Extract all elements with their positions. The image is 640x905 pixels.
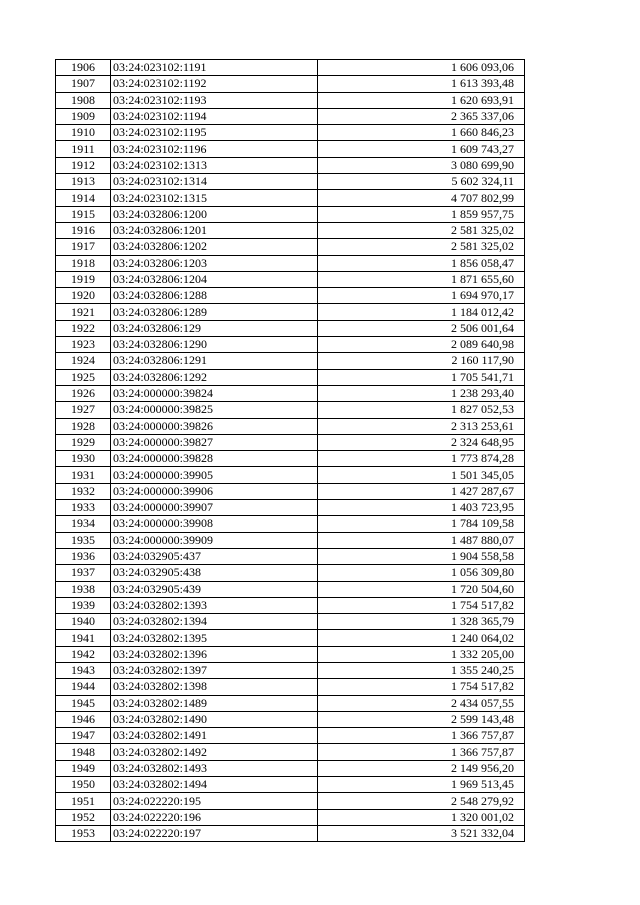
table-row xyxy=(56,825,525,841)
cadastral-number-cell: 03:24:032802:1491 xyxy=(111,728,318,744)
cadastral-value-cell: 4 707 802,99 xyxy=(318,190,525,206)
table-row xyxy=(56,760,525,776)
cadastral-value-cell: 2 160 117,90 xyxy=(318,353,525,369)
cadastral-value-cell: 2 581 325,02 xyxy=(318,239,525,255)
table-row xyxy=(56,532,525,548)
cadastral-value-cell: 1 609 743,27 xyxy=(318,141,525,157)
table-row xyxy=(56,467,525,483)
cadastral-value-cell: 2 581 325,02 xyxy=(318,222,525,238)
table-row xyxy=(56,320,525,336)
table-row xyxy=(56,353,525,369)
cadastral-number-cell: 03:24:032806:1200 xyxy=(111,206,318,222)
cadastral-number-cell: 03:24:023102:1195 xyxy=(111,125,318,141)
row-number-cell: 1918 xyxy=(56,255,111,271)
cadastral-value-cell: 1 238 293,40 xyxy=(318,385,525,401)
row-number-cell: 1911 xyxy=(56,141,111,157)
cadastral-value-cell: 1 320 001,02 xyxy=(318,809,525,825)
cadastral-number-cell: 03:24:032905:437 xyxy=(111,548,318,564)
row-number-cell: 1908 xyxy=(56,92,111,108)
cadastral-value-cell: 1 184 012,42 xyxy=(318,304,525,320)
cadastral-value-cell: 1 859 957,75 xyxy=(318,206,525,222)
row-number-cell: 1932 xyxy=(56,483,111,499)
cadastral-number-cell: 03:24:023102:1314 xyxy=(111,174,318,190)
cadastral-value-cell: 1 501 345,05 xyxy=(318,467,525,483)
cadastral-number-cell: 03:24:000000:39826 xyxy=(111,418,318,434)
cadastral-value-cell: 2 149 956,20 xyxy=(318,760,525,776)
cadastral-value-cell: 1 754 517,82 xyxy=(318,679,525,695)
table-row xyxy=(56,222,525,238)
cadastral-value-cell: 1 856 058,47 xyxy=(318,255,525,271)
table-row xyxy=(56,516,525,532)
cadastral-number-cell: 03:24:000000:39827 xyxy=(111,434,318,450)
cadastral-value-cell: 1 056 309,80 xyxy=(318,565,525,581)
row-number-cell: 1948 xyxy=(56,744,111,760)
table-row xyxy=(56,255,525,271)
table-row xyxy=(56,125,525,141)
cadastral-number-cell: 03:24:032802:1397 xyxy=(111,662,318,678)
table-row xyxy=(56,500,525,516)
cadastral-value-cell: 2 548 279,92 xyxy=(318,793,525,809)
row-number-cell: 1938 xyxy=(56,581,111,597)
cadastral-value-cell: 1 904 558,58 xyxy=(318,548,525,564)
row-number-cell: 1914 xyxy=(56,190,111,206)
row-number-cell: 1953 xyxy=(56,825,111,841)
cadastral-value-cell: 2 506 001,64 xyxy=(318,320,525,336)
cadastral-number-cell: 03:24:000000:39907 xyxy=(111,500,318,516)
table-row xyxy=(56,695,525,711)
cadastral-value-cell: 1 487 880,07 xyxy=(318,532,525,548)
cadastral-number-cell: 03:24:023102:1193 xyxy=(111,92,318,108)
cadastral-value-table xyxy=(55,59,525,842)
cadastral-value-cell: 1 773 874,28 xyxy=(318,451,525,467)
table-row xyxy=(56,76,525,92)
cadastral-number-cell: 03:24:000000:39908 xyxy=(111,516,318,532)
row-number-cell: 1922 xyxy=(56,320,111,336)
cadastral-value-cell: 1 240 064,02 xyxy=(318,630,525,646)
row-number-cell: 1919 xyxy=(56,271,111,287)
row-number-cell: 1913 xyxy=(56,174,111,190)
cadastral-number-cell: 03:24:032905:438 xyxy=(111,565,318,581)
cadastral-value-cell: 1 606 093,06 xyxy=(318,60,525,76)
row-number-cell: 1944 xyxy=(56,679,111,695)
table-row xyxy=(56,190,525,206)
cadastral-value-cell: 1 784 109,58 xyxy=(318,516,525,532)
cadastral-number-cell: 03:24:022220:196 xyxy=(111,809,318,825)
row-number-cell: 1952 xyxy=(56,809,111,825)
table-row xyxy=(56,793,525,809)
row-number-cell: 1920 xyxy=(56,288,111,304)
cadastral-number-cell: 03:24:000000:39825 xyxy=(111,402,318,418)
cadastral-value-cell: 1 613 393,48 xyxy=(318,76,525,92)
table-row xyxy=(56,418,525,434)
cadastral-value-cell: 2 089 640,98 xyxy=(318,337,525,353)
table-row xyxy=(56,809,525,825)
row-number-cell: 1942 xyxy=(56,646,111,662)
table-row xyxy=(56,60,525,76)
cadastral-value-cell: 1 355 240,25 xyxy=(318,662,525,678)
table-row xyxy=(56,206,525,222)
table-body xyxy=(56,60,525,842)
cadastral-number-cell: 03:24:023102:1196 xyxy=(111,141,318,157)
cadastral-number-cell: 03:24:032806:1202 xyxy=(111,239,318,255)
table-row xyxy=(56,662,525,678)
table-row xyxy=(56,239,525,255)
cadastral-number-cell: 03:24:032806:1204 xyxy=(111,271,318,287)
cadastral-number-cell: 03:24:032802:1398 xyxy=(111,679,318,695)
cadastral-value-cell: 1 694 970,17 xyxy=(318,288,525,304)
row-number-cell: 1936 xyxy=(56,548,111,564)
table-row xyxy=(56,711,525,727)
cadastral-value-cell: 1 705 541,71 xyxy=(318,369,525,385)
cadastral-value-cell: 1 827 052,53 xyxy=(318,402,525,418)
row-number-cell: 1945 xyxy=(56,695,111,711)
table-row xyxy=(56,744,525,760)
row-number-cell: 1924 xyxy=(56,353,111,369)
table-row xyxy=(56,646,525,662)
cadastral-value-cell: 1 366 757,87 xyxy=(318,744,525,760)
row-number-cell: 1929 xyxy=(56,434,111,450)
row-number-cell: 1946 xyxy=(56,711,111,727)
cadastral-number-cell: 03:24:000000:39909 xyxy=(111,532,318,548)
table-row xyxy=(56,777,525,793)
cadastral-value-cell: 3 521 332,04 xyxy=(318,825,525,841)
row-number-cell: 1950 xyxy=(56,777,111,793)
table-row xyxy=(56,597,525,613)
cadastral-number-cell: 03:24:032802:1393 xyxy=(111,597,318,613)
row-number-cell: 1921 xyxy=(56,304,111,320)
row-number-cell: 1937 xyxy=(56,565,111,581)
cadastral-number-cell: 03:24:023102:1315 xyxy=(111,190,318,206)
cadastral-number-cell: 03:24:000000:39906 xyxy=(111,483,318,499)
cadastral-number-cell: 03:24:032806:1289 xyxy=(111,304,318,320)
row-number-cell: 1949 xyxy=(56,760,111,776)
table-row xyxy=(56,581,525,597)
cadastral-value-cell: 2 599 143,48 xyxy=(318,711,525,727)
row-number-cell: 1926 xyxy=(56,385,111,401)
table-row xyxy=(56,271,525,287)
row-number-cell: 1906 xyxy=(56,60,111,76)
row-number-cell: 1909 xyxy=(56,108,111,124)
table-row xyxy=(56,92,525,108)
cadastral-number-cell: 03:24:032905:439 xyxy=(111,581,318,597)
table-row xyxy=(56,337,525,353)
row-number-cell: 1925 xyxy=(56,369,111,385)
table-row xyxy=(56,402,525,418)
row-number-cell: 1907 xyxy=(56,76,111,92)
table-row xyxy=(56,483,525,499)
row-number-cell: 1923 xyxy=(56,337,111,353)
cadastral-number-cell: 03:24:032806:129 xyxy=(111,320,318,336)
table-row xyxy=(56,369,525,385)
cadastral-number-cell: 03:24:023102:1191 xyxy=(111,60,318,76)
row-number-cell: 1917 xyxy=(56,239,111,255)
cadastral-value-cell: 1 969 513,45 xyxy=(318,777,525,793)
row-number-cell: 1910 xyxy=(56,125,111,141)
table-row xyxy=(56,108,525,124)
cadastral-number-cell: 03:24:032802:1493 xyxy=(111,760,318,776)
cadastral-number-cell: 03:24:022220:195 xyxy=(111,793,318,809)
table-row xyxy=(56,174,525,190)
table-row xyxy=(56,157,525,173)
cadastral-value-cell: 3 080 699,90 xyxy=(318,157,525,173)
cadastral-number-cell: 03:24:032806:1292 xyxy=(111,369,318,385)
cadastral-number-cell: 03:24:023102:1192 xyxy=(111,76,318,92)
table-row xyxy=(56,565,525,581)
table-row xyxy=(56,385,525,401)
table-row xyxy=(56,434,525,450)
row-number-cell: 1943 xyxy=(56,662,111,678)
cadastral-value-cell: 1 427 287,67 xyxy=(318,483,525,499)
cadastral-value-cell: 2 313 253,61 xyxy=(318,418,525,434)
row-number-cell: 1951 xyxy=(56,793,111,809)
table-row xyxy=(56,679,525,695)
cadastral-value-cell: 2 365 337,06 xyxy=(318,108,525,124)
cadastral-value-cell: 5 602 324,11 xyxy=(318,174,525,190)
row-number-cell: 1912 xyxy=(56,157,111,173)
row-number-cell: 1939 xyxy=(56,597,111,613)
cadastral-number-cell: 03:24:000000:39905 xyxy=(111,467,318,483)
cadastral-number-cell: 03:24:032802:1489 xyxy=(111,695,318,711)
cadastral-value-cell: 1 620 693,91 xyxy=(318,92,525,108)
cadastral-value-cell: 2 324 648,95 xyxy=(318,434,525,450)
cadastral-number-cell: 03:24:032802:1395 xyxy=(111,630,318,646)
cadastral-number-cell: 03:24:032802:1494 xyxy=(111,777,318,793)
row-number-cell: 1916 xyxy=(56,222,111,238)
table-row xyxy=(56,630,525,646)
cadastral-value-cell: 1 754 517,82 xyxy=(318,597,525,613)
cadastral-number-cell: 03:24:032806:1291 xyxy=(111,353,318,369)
cadastral-value-cell: 1 366 757,87 xyxy=(318,728,525,744)
row-number-cell: 1915 xyxy=(56,206,111,222)
row-number-cell: 1935 xyxy=(56,532,111,548)
cadastral-number-cell: 03:24:032806:1203 xyxy=(111,255,318,271)
cadastral-value-cell: 1 660 846,23 xyxy=(318,125,525,141)
cadastral-number-cell: 03:24:023102:1194 xyxy=(111,108,318,124)
cadastral-value-cell: 1 720 504,60 xyxy=(318,581,525,597)
table-row xyxy=(56,728,525,744)
row-number-cell: 1927 xyxy=(56,402,111,418)
table-row xyxy=(56,451,525,467)
row-number-cell: 1930 xyxy=(56,451,111,467)
cadastral-number-cell: 03:24:032802:1396 xyxy=(111,646,318,662)
table-row xyxy=(56,288,525,304)
cadastral-number-cell: 03:24:032806:1288 xyxy=(111,288,318,304)
row-number-cell: 1940 xyxy=(56,614,111,630)
cadastral-number-cell: 03:24:032806:1201 xyxy=(111,222,318,238)
row-number-cell: 1931 xyxy=(56,467,111,483)
table-row xyxy=(56,548,525,564)
cadastral-number-cell: 03:24:032802:1490 xyxy=(111,711,318,727)
row-number-cell: 1947 xyxy=(56,728,111,744)
table-row xyxy=(56,141,525,157)
cadastral-number-cell: 03:24:022220:197 xyxy=(111,825,318,841)
cadastral-value-cell: 1 328 365,79 xyxy=(318,614,525,630)
cadastral-value-cell: 1 871 655,60 xyxy=(318,271,525,287)
cadastral-value-cell: 1 332 205,00 xyxy=(318,646,525,662)
row-number-cell: 1933 xyxy=(56,500,111,516)
cadastral-value-cell: 1 403 723,95 xyxy=(318,500,525,516)
table-row xyxy=(56,304,525,320)
cadastral-number-cell: 03:24:032802:1394 xyxy=(111,614,318,630)
cadastral-number-cell: 03:24:032802:1492 xyxy=(111,744,318,760)
row-number-cell: 1941 xyxy=(56,630,111,646)
cadastral-value-cell: 2 434 057,55 xyxy=(318,695,525,711)
row-number-cell: 1928 xyxy=(56,418,111,434)
cadastral-number-cell: 03:24:023102:1313 xyxy=(111,157,318,173)
table-row xyxy=(56,614,525,630)
cadastral-number-cell: 03:24:032806:1290 xyxy=(111,337,318,353)
cadastral-number-cell: 03:24:000000:39824 xyxy=(111,385,318,401)
cadastral-number-cell: 03:24:000000:39828 xyxy=(111,451,318,467)
row-number-cell: 1934 xyxy=(56,516,111,532)
